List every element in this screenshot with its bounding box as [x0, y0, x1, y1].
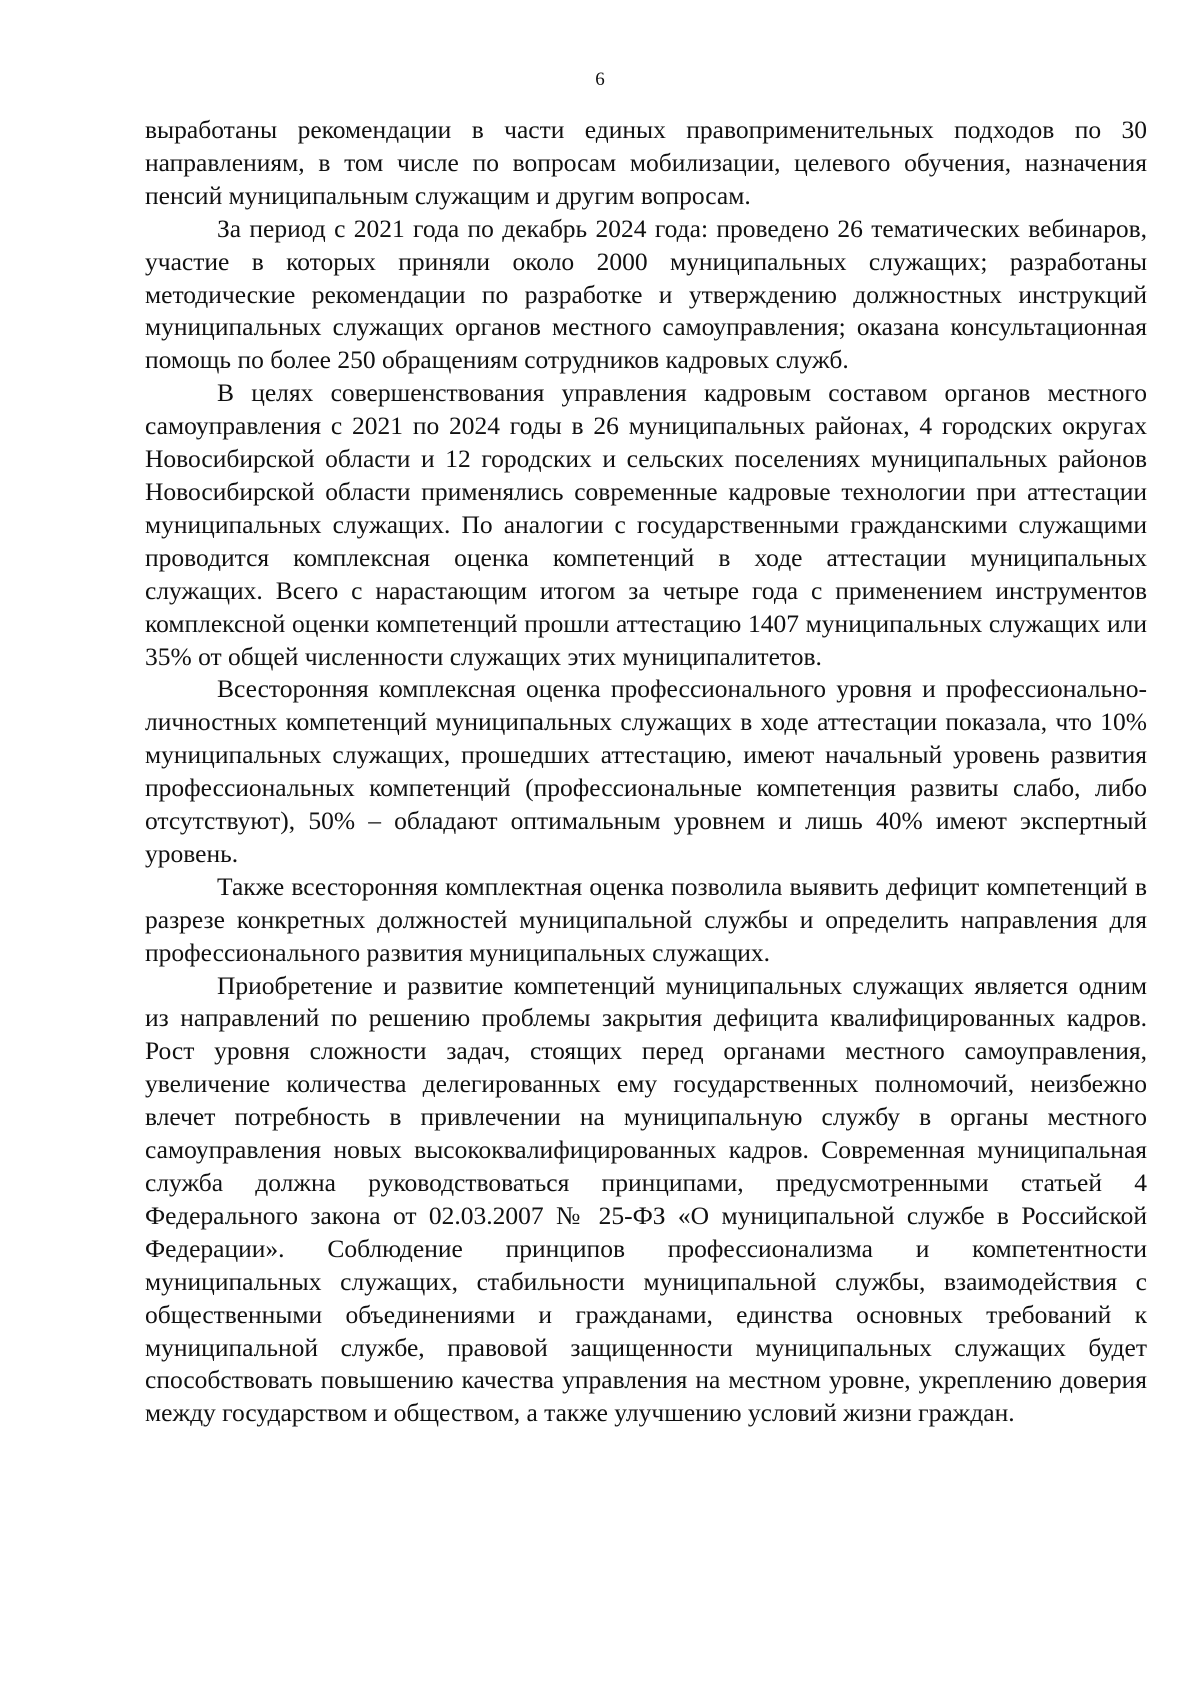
paragraph-webinars: За период с 2021 года по декабрь 2024 года: проведено 26 тематических вебинаров, участие в которых приняли около 2000 муниципальных служащих; разработаны методические рекомендации по разработке и утверждению должностных инструкций муниципальных служащих органов местного самоуправления; оказана консультационная помощь по более 250 обращениям сотрудников кадровых служб.	[145, 213, 1147, 375]
paragraph-assessment-results: Всесторонняя комплексная оценка профессионального уровня и профессионально-личностных компетенций муниципальных служащих в ходе аттестации показала, что 10% муниципальных служащих, прошедших аттестацию, имеют начальный уровень развития профессиональных компетенций (профессиональные компетенция развиты слабо, либо отсутствуют), 50% – обладают оптимальным уровнем и лишь 40% имеют экспертный уровень.	[145, 674, 1147, 868]
paragraph-recommendations-continued: выработаны рекомендации в части единых правоприменительных подходов по 30 направлениям, в том числе по вопросам мобилизации, целевого обучения, назначения пенсий муниципальным служащим и другим вопросам.	[145, 115, 1147, 210]
document-body	[145, 114, 1147, 1430]
paragraph-competency-development: Приобретение и развитие компетенций муниципальных служащих является одним из направлений по решению проблемы закрытия дефицита квалифицированных кадров. Рост уровня сложности задач, стоящих перед органами местного самоуправления, увеличение количества делегированных ему государственных полномочий, неизбежно влечет потребность в привлечении на муниципальную службу в органы местного самоуправления новых высококвалифицированных кадров. Современная муниципальная служба должна руководствоваться принципами, предусмотренными статьей 4 Федерального закона от 02.03.2007 № 25-ФЗ «О муниципальной службе в Российской Федерации». Соблюдение принципов профессионализма и компетентности муниципальных служащих, стабильности муниципальной службы, взаимодействия с общественными объединениями и гражданами, единства основных требований к муниципальной службе, правовой защищенности муниципальных служащих будет способствовать повышению качества управления на местном уровне, укреплению доверия между государством и обществом, а также улучшению условий жизни граждан.	[145, 970, 1147, 1428]
page-number: 6	[595, 69, 605, 90]
paragraph-competency-deficit: Также всесторонняя комплектная оценка позволила выявить дефицит компетенций в разрезе конкретных должностей муниципальной службы и определить направления для профессионального развития муниципальных служащих.	[145, 871, 1147, 967]
paragraph-attestation-technologies: В целях совершенствования управления кадровым составом органов местного самоуправления с 2021 по 2024 годы в 26 муниципальных районах, 4 городских округах Новосибирской области и 12 городских и сельских поселениях муниципальных районов Новосибирской области применялись современные кадровые технологии при аттестации муниципальных служащих. По аналогии с государственными гражданскими служащими проводится комплексная оценка компетенций в ходе аттестации муниципальных служащих. Всего с нарастающим итогом за четыре года с применением инструментов комплексной оценки компетенций прошли аттестацию 1407 муниципальных служащих или 35% от общей численности служащих этих муниципалитетов.	[145, 378, 1147, 671]
